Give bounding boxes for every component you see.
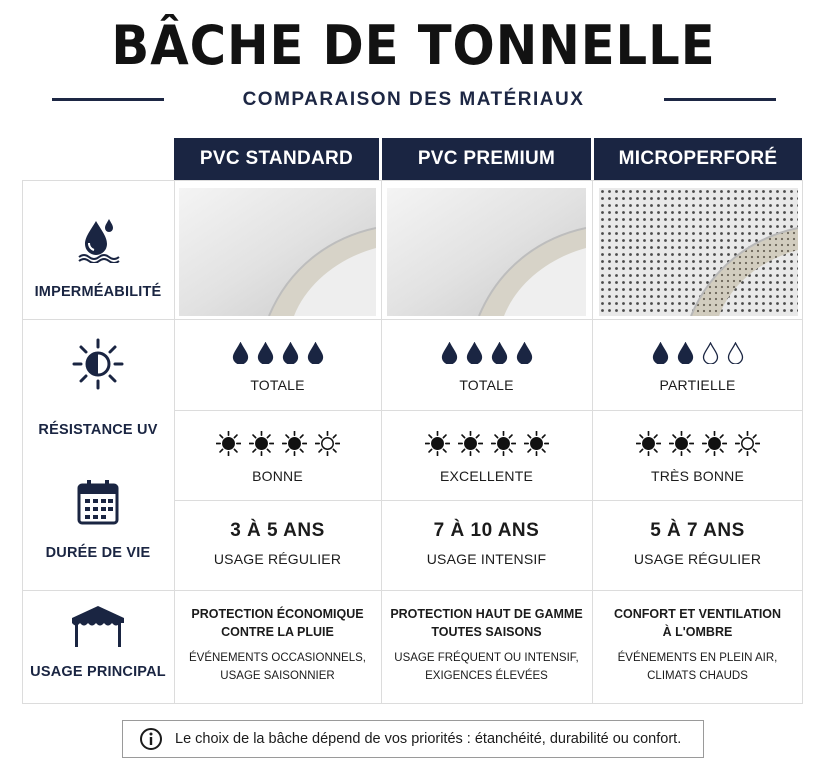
usage-cell — [381, 605, 592, 685]
column-header-microperfore: MICROPERFORÉ — [594, 138, 802, 180]
impermeabilite-value: TOTALE — [459, 377, 514, 393]
filled-sun-icon — [282, 431, 307, 456]
usage-title: CONTRE LA PLUIE — [221, 625, 334, 639]
impermeabilite-cell — [381, 342, 592, 393]
page-subtitle: COMPARAISON DES MATÉRIAUX — [242, 89, 585, 110]
filled-sun-icon — [216, 431, 241, 456]
usage-detail: USAGE SAISONNIER — [220, 670, 335, 682]
filled-drop-icon — [516, 342, 533, 364]
drop-rating — [381, 342, 592, 364]
divider-right — [664, 98, 776, 101]
column-header-pvc-premium: PVC PREMIUM — [382, 138, 591, 180]
usage-title: À L'OMBRE — [662, 625, 733, 639]
usage-detail: USAGE FRÉQUENT OU INTENSIF, — [394, 652, 579, 664]
empty-sun-icon — [735, 431, 760, 456]
drop-rating — [174, 342, 381, 364]
duree-usage: USAGE INTENSIF — [426, 551, 547, 567]
filled-drop-icon — [466, 342, 483, 364]
gazebo-icon — [70, 604, 126, 648]
row-label-usage-principal: USAGE PRINCIPAL — [30, 664, 166, 680]
filled-sun-icon — [249, 431, 274, 456]
usage-detail: CLIMATS CHAUDS — [647, 670, 748, 682]
duree-usage: USAGE RÉGULIER — [213, 551, 342, 567]
uv-value: BONNE — [252, 468, 303, 484]
filled-sun-icon — [425, 431, 450, 456]
usage-title: PROTECTION HAUT DE GAMME — [390, 607, 583, 621]
usage-cell — [174, 605, 381, 685]
pvc-standard-sample-image — [179, 188, 376, 316]
duree-usage: USAGE RÉGULIER — [633, 551, 762, 567]
usage-detail: EXIGENCES ÉLEVÉES — [425, 670, 548, 682]
filled-drop-icon — [441, 342, 458, 364]
column-header-pvc-standard: PVC STANDARD — [174, 138, 379, 180]
info-icon — [139, 727, 163, 751]
sun-rating — [174, 431, 381, 456]
info-banner — [122, 720, 704, 758]
duree-cell — [381, 520, 592, 567]
filled-drop-icon — [491, 342, 508, 364]
duree-cell — [592, 520, 803, 567]
duree-years: 3 À 5 ANS — [230, 520, 325, 541]
filled-drop-icon — [232, 342, 249, 364]
usage-detail: ÉVÉNEMENTS EN PLEIN AIR, — [617, 652, 778, 664]
uv-cell — [381, 431, 592, 484]
row-label-duree-de-vie: DURÉE DE VIE — [45, 545, 151, 561]
row-label-impermeabilite: IMPERMÉABILITÉ — [34, 284, 162, 300]
filled-drop-icon — [257, 342, 274, 364]
filled-sun-icon — [524, 431, 549, 456]
row-divider — [22, 319, 803, 320]
filled-sun-icon — [669, 431, 694, 456]
water-drop-icon — [76, 215, 120, 263]
uv-value: EXCELLENTE — [439, 468, 534, 484]
sun-rating — [592, 431, 803, 456]
microperfore-sample-image — [599, 188, 798, 316]
pvc-premium-sample-image — [387, 188, 586, 316]
usage-title: CONFORT ET VENTILATION — [613, 607, 782, 621]
filled-drop-icon — [652, 342, 669, 364]
uv-cell — [592, 431, 803, 484]
filled-sun-icon — [636, 431, 661, 456]
filled-sun-icon — [702, 431, 727, 456]
impermeabilite-cell — [592, 342, 803, 393]
filled-drop-icon — [307, 342, 324, 364]
duree-years: 5 À 7 ANS — [650, 520, 745, 541]
sun-icon — [72, 338, 124, 390]
info-text: Le choix de la bâche dépend de vos priorités : étanchéité, durabilité ou confort. — [175, 731, 682, 747]
duree-cell — [174, 520, 381, 567]
filled-drop-icon — [282, 342, 299, 364]
empty-sun-icon — [315, 431, 340, 456]
uv-cell — [174, 431, 381, 484]
impermeabilite-value: PARTIELLE — [659, 377, 736, 393]
usage-title: PROTECTION ÉCONOMIQUE — [191, 607, 364, 621]
sun-rating — [381, 431, 592, 456]
impermeabilite-cell — [174, 342, 381, 393]
drop-rating — [592, 342, 803, 364]
uv-value: TRÈS BONNE — [650, 468, 744, 484]
empty-drop-icon — [727, 342, 744, 364]
filled-sun-icon — [458, 431, 483, 456]
row-divider — [174, 410, 803, 411]
empty-drop-icon — [702, 342, 719, 364]
impermeabilite-value: TOTALE — [250, 377, 305, 393]
usage-cell — [592, 605, 803, 685]
row-label-resistance-uv: RÉSISTANCE UV — [38, 422, 158, 438]
calendar-icon — [77, 479, 119, 525]
filled-sun-icon — [491, 431, 516, 456]
duree-years: 7 À 10 ANS — [433, 520, 540, 541]
page-title: BÂCHE DE TONNELLE — [111, 14, 716, 77]
usage-detail: ÉVÉNEMENTS OCCASIONNELS, — [188, 652, 366, 664]
usage-title: TOUTES SAISONS — [431, 625, 542, 639]
row-divider — [22, 590, 803, 591]
filled-drop-icon — [677, 342, 694, 364]
row-divider — [174, 500, 803, 501]
